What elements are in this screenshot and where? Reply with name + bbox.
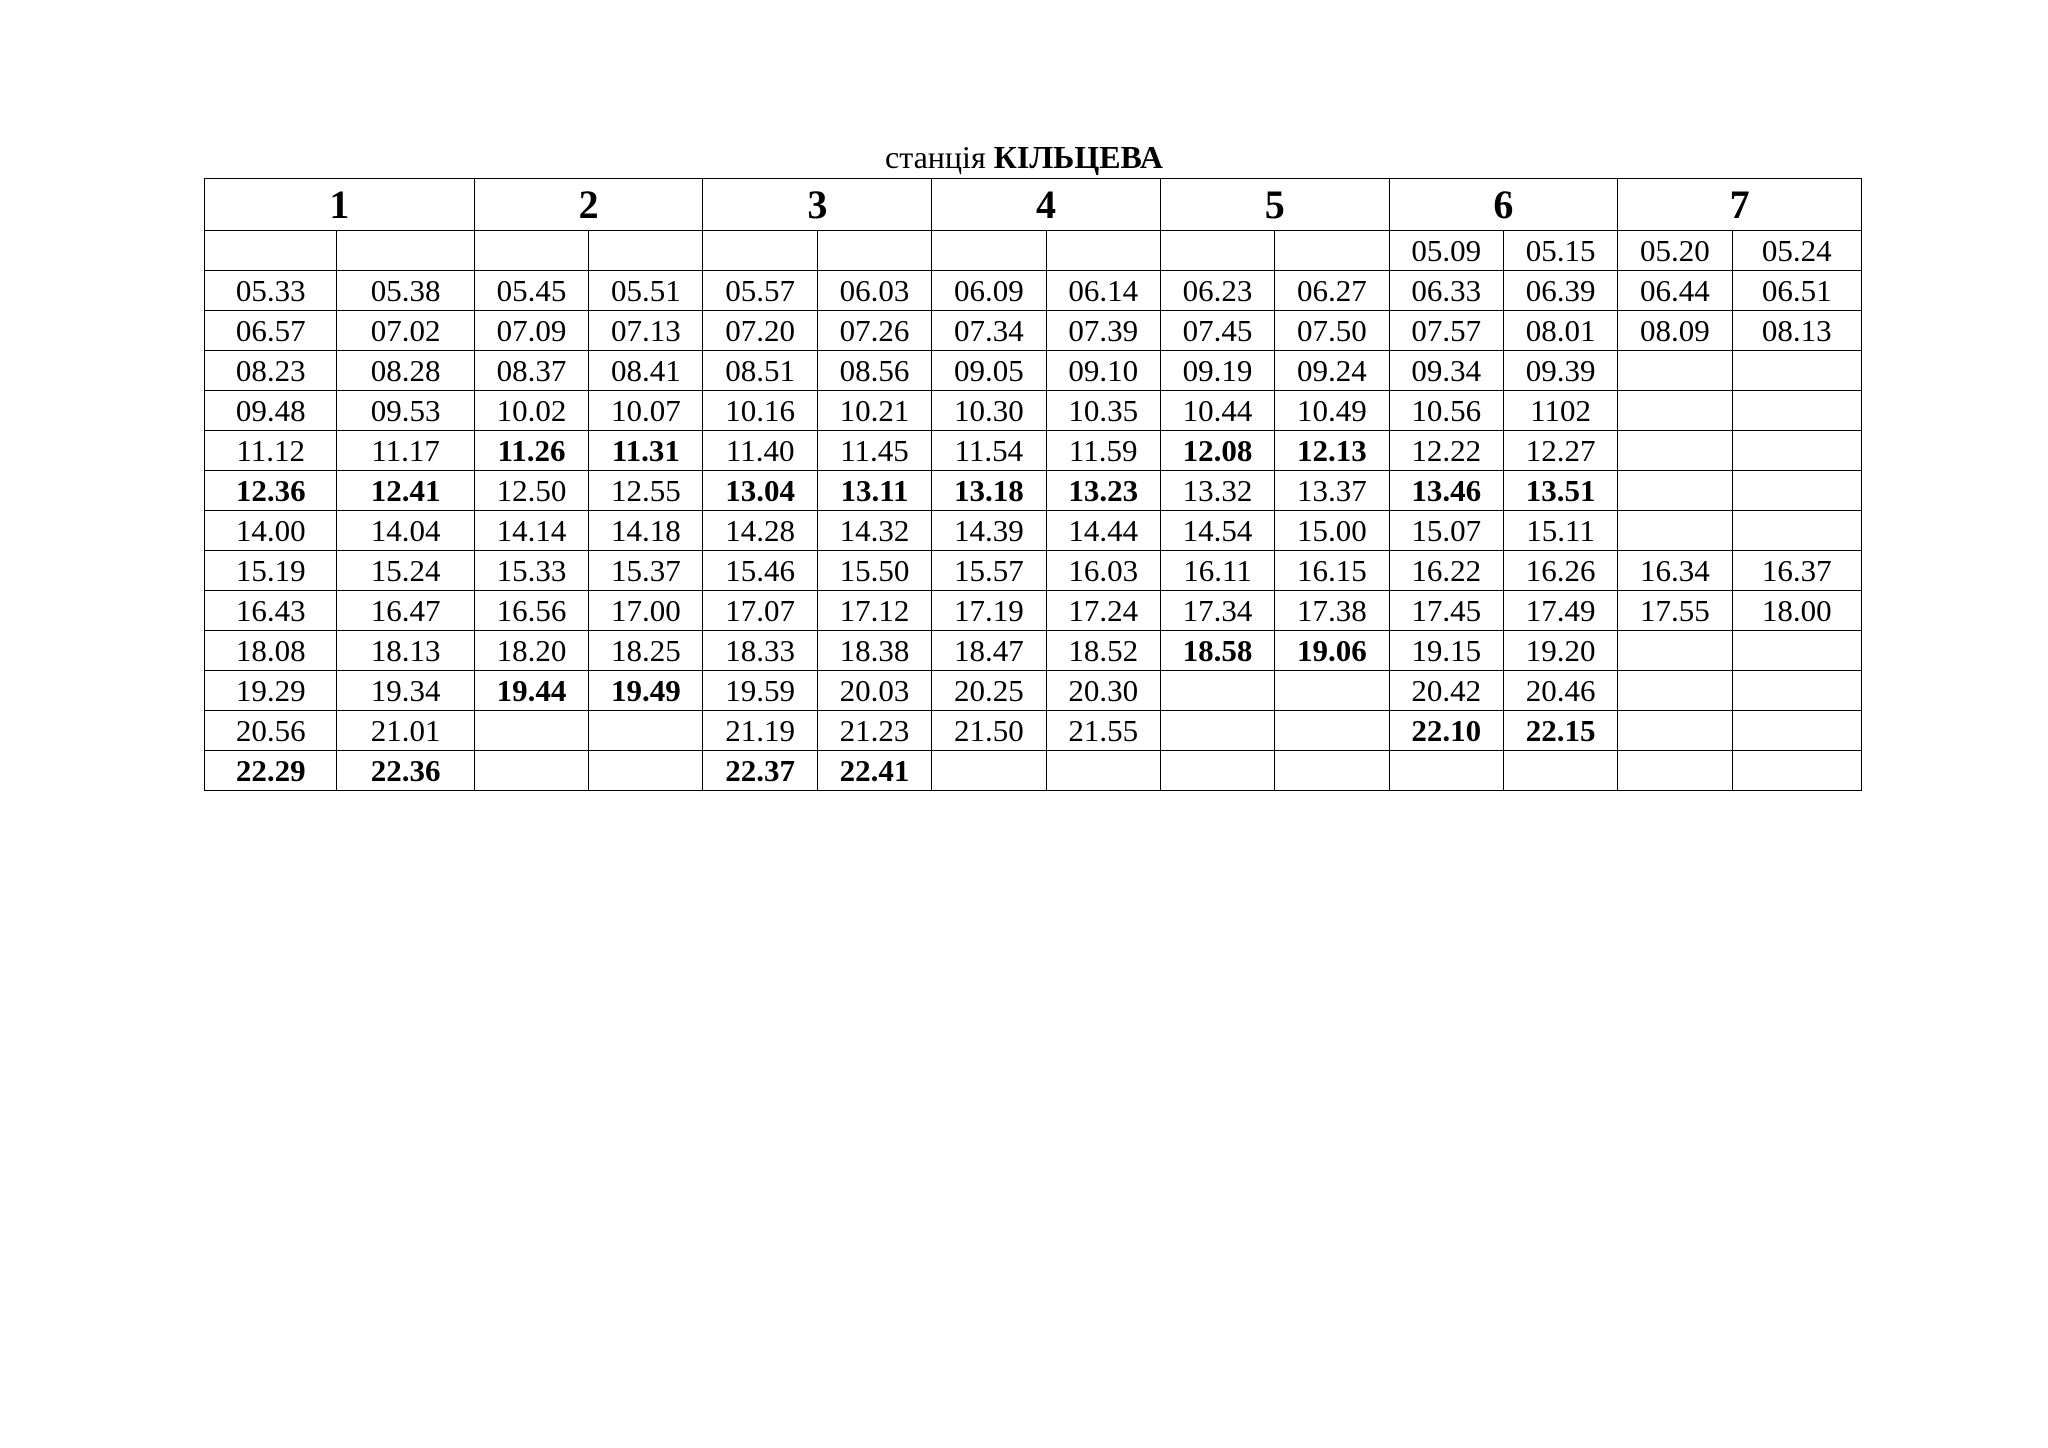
time-cell: 13.37 <box>1275 471 1389 511</box>
time-cell: 10.02 <box>474 391 588 431</box>
table-row <box>205 271 1862 311</box>
time-cell <box>1618 471 1732 511</box>
time-cell <box>205 231 337 271</box>
group-header-6: 6 <box>1389 179 1618 231</box>
group-header-3: 3 <box>703 179 932 231</box>
time-cell <box>1160 711 1274 751</box>
time-cell <box>1275 671 1389 711</box>
table-row <box>205 751 1862 791</box>
time-cell <box>1732 511 1861 551</box>
time-cell: 11.26 <box>474 431 588 471</box>
time-cell: 18.33 <box>703 631 817 671</box>
time-cell: 17.19 <box>932 591 1046 631</box>
title-prefix: станція <box>885 139 986 175</box>
time-cell: 18.52 <box>1046 631 1160 671</box>
time-cell: 09.10 <box>1046 351 1160 391</box>
time-cell: 08.13 <box>1732 311 1861 351</box>
time-cell <box>1618 511 1732 551</box>
time-cell <box>1732 471 1861 511</box>
time-cell: 08.56 <box>817 351 931 391</box>
time-cell: 15.19 <box>205 551 337 591</box>
table-row <box>205 631 1862 671</box>
time-cell: 06.14 <box>1046 271 1160 311</box>
time-cell: 16.15 <box>1275 551 1389 591</box>
time-cell: 12.27 <box>1503 431 1617 471</box>
time-cell: 16.03 <box>1046 551 1160 591</box>
time-cell: 22.37 <box>703 751 817 791</box>
time-cell: 15.33 <box>474 551 588 591</box>
time-cell: 16.34 <box>1618 551 1732 591</box>
group-header-2: 2 <box>474 179 703 231</box>
time-cell: 20.03 <box>817 671 931 711</box>
time-cell: 14.00 <box>205 511 337 551</box>
time-cell: 07.02 <box>337 311 474 351</box>
time-cell <box>474 231 588 271</box>
station-name: КІЛЬЦЕВА <box>993 139 1163 175</box>
time-cell: 12.41 <box>337 471 474 511</box>
time-cell: 07.45 <box>1160 311 1274 351</box>
table-row <box>205 551 1862 591</box>
group-header-5: 5 <box>1160 179 1389 231</box>
time-cell: 22.36 <box>337 751 474 791</box>
time-cell: 19.44 <box>474 671 588 711</box>
time-cell: 13.23 <box>1046 471 1160 511</box>
time-cell <box>1618 351 1732 391</box>
time-cell: 19.34 <box>337 671 474 711</box>
time-cell: 10.21 <box>817 391 931 431</box>
time-cell: 08.28 <box>337 351 474 391</box>
time-cell <box>1618 751 1732 791</box>
time-cell: 06.23 <box>1160 271 1274 311</box>
time-cell: 06.03 <box>817 271 931 311</box>
time-cell: 16.26 <box>1503 551 1617 591</box>
time-cell <box>1618 711 1732 751</box>
time-cell: 18.08 <box>205 631 337 671</box>
time-cell: 19.06 <box>1275 631 1389 671</box>
time-cell <box>1160 231 1274 271</box>
time-cell: 07.26 <box>817 311 931 351</box>
time-cell <box>1046 751 1160 791</box>
time-cell: 13.04 <box>703 471 817 511</box>
time-cell: 21.19 <box>703 711 817 751</box>
time-cell: 09.19 <box>1160 351 1274 391</box>
table-row <box>205 471 1862 511</box>
time-cell: 13.46 <box>1389 471 1503 511</box>
time-cell <box>337 231 474 271</box>
time-cell: 22.15 <box>1503 711 1617 751</box>
time-cell: 16.22 <box>1389 551 1503 591</box>
table-row <box>205 711 1862 751</box>
time-cell: 16.43 <box>205 591 337 631</box>
time-cell: 15.50 <box>817 551 931 591</box>
time-cell: 09.05 <box>932 351 1046 391</box>
time-cell: 09.39 <box>1503 351 1617 391</box>
time-cell: 10.35 <box>1046 391 1160 431</box>
time-cell <box>1389 751 1503 791</box>
time-cell: 08.51 <box>703 351 817 391</box>
time-cell: 05.33 <box>205 271 337 311</box>
time-cell: 22.41 <box>817 751 931 791</box>
time-cell <box>817 231 931 271</box>
table-row <box>205 351 1862 391</box>
group-header-1: 1 <box>205 179 475 231</box>
group-header-row <box>205 179 1862 231</box>
time-cell: 11.59 <box>1046 431 1160 471</box>
time-cell: 15.37 <box>589 551 703 591</box>
table-row <box>205 391 1862 431</box>
time-cell: 16.47 <box>337 591 474 631</box>
time-cell: 07.57 <box>1389 311 1503 351</box>
time-cell: 15.11 <box>1503 511 1617 551</box>
time-cell: 15.57 <box>932 551 1046 591</box>
time-cell: 18.38 <box>817 631 931 671</box>
time-cell: 16.11 <box>1160 551 1274 591</box>
time-cell <box>1618 631 1732 671</box>
time-cell: 18.47 <box>932 631 1046 671</box>
time-cell: 11.45 <box>817 431 931 471</box>
time-cell: 06.51 <box>1732 271 1861 311</box>
schedule-body <box>205 231 1862 791</box>
time-cell: 05.38 <box>337 271 474 311</box>
time-cell <box>1732 711 1861 751</box>
time-cell: 19.59 <box>703 671 817 711</box>
time-cell: 21.23 <box>817 711 931 751</box>
time-cell: 11.31 <box>589 431 703 471</box>
time-cell: 22.29 <box>205 751 337 791</box>
time-cell: 14.44 <box>1046 511 1160 551</box>
time-cell: 16.37 <box>1732 551 1861 591</box>
time-cell: 12.55 <box>589 471 703 511</box>
time-cell: 11.17 <box>337 431 474 471</box>
time-cell: 11.54 <box>932 431 1046 471</box>
time-cell: 17.07 <box>703 591 817 631</box>
time-cell: 08.41 <box>589 351 703 391</box>
time-cell: 08.37 <box>474 351 588 391</box>
time-cell: 07.13 <box>589 311 703 351</box>
time-cell: 09.48 <box>205 391 337 431</box>
time-cell: 18.25 <box>589 631 703 671</box>
time-cell: 09.53 <box>337 391 474 431</box>
time-cell: 17.55 <box>1618 591 1732 631</box>
time-cell: 12.08 <box>1160 431 1274 471</box>
time-cell: 05.51 <box>589 271 703 311</box>
time-cell: 06.27 <box>1275 271 1389 311</box>
time-cell: 08.23 <box>205 351 337 391</box>
time-cell: 17.49 <box>1503 591 1617 631</box>
schedule-table <box>204 178 1862 791</box>
time-cell: 12.22 <box>1389 431 1503 471</box>
time-cell: 15.07 <box>1389 511 1503 551</box>
time-cell: 06.09 <box>932 271 1046 311</box>
time-cell <box>1618 671 1732 711</box>
time-cell: 17.38 <box>1275 591 1389 631</box>
time-cell: 13.32 <box>1160 471 1274 511</box>
time-cell: 10.16 <box>703 391 817 431</box>
time-cell: 19.15 <box>1389 631 1503 671</box>
time-cell: 20.56 <box>205 711 337 751</box>
time-cell <box>1732 671 1861 711</box>
time-cell <box>932 751 1046 791</box>
time-cell: 10.56 <box>1389 391 1503 431</box>
time-cell: 06.39 <box>1503 271 1617 311</box>
time-cell: 08.09 <box>1618 311 1732 351</box>
time-cell: 21.55 <box>1046 711 1160 751</box>
time-cell <box>1732 351 1861 391</box>
time-cell <box>932 231 1046 271</box>
group-header-4: 4 <box>932 179 1161 231</box>
time-cell <box>589 711 703 751</box>
group-header-7: 7 <box>1618 179 1862 231</box>
time-cell: 22.10 <box>1389 711 1503 751</box>
time-cell: 13.51 <box>1503 471 1617 511</box>
time-cell: 12.36 <box>205 471 337 511</box>
time-cell: 16.56 <box>474 591 588 631</box>
time-cell: 11.40 <box>703 431 817 471</box>
time-cell <box>1732 631 1861 671</box>
time-cell <box>1275 751 1389 791</box>
time-cell: 05.24 <box>1732 231 1861 271</box>
time-cell: 20.25 <box>932 671 1046 711</box>
schedule-header <box>205 179 1862 231</box>
time-cell: 14.04 <box>337 511 474 551</box>
time-cell: 18.00 <box>1732 591 1861 631</box>
time-cell: 17.24 <box>1046 591 1160 631</box>
time-cell: 15.00 <box>1275 511 1389 551</box>
time-cell: 17.34 <box>1160 591 1274 631</box>
time-cell <box>1618 431 1732 471</box>
time-cell: 12.50 <box>474 471 588 511</box>
time-cell <box>1732 751 1861 791</box>
time-cell: 14.54 <box>1160 511 1274 551</box>
time-cell: 07.39 <box>1046 311 1160 351</box>
time-cell: 19.49 <box>589 671 703 711</box>
time-cell: 10.07 <box>589 391 703 431</box>
table-row <box>205 511 1862 551</box>
time-cell <box>474 751 588 791</box>
time-cell: 14.18 <box>589 511 703 551</box>
page-title <box>0 137 2048 177</box>
time-cell: 20.46 <box>1503 671 1617 711</box>
time-cell <box>589 231 703 271</box>
table-row <box>205 431 1862 471</box>
time-cell: 05.15 <box>1503 231 1617 271</box>
time-cell: 10.44 <box>1160 391 1274 431</box>
time-cell <box>1732 391 1861 431</box>
time-cell <box>703 231 817 271</box>
time-cell: 08.01 <box>1503 311 1617 351</box>
time-cell <box>1160 751 1274 791</box>
time-cell: 19.29 <box>205 671 337 711</box>
time-cell: 14.39 <box>932 511 1046 551</box>
time-cell <box>474 711 588 751</box>
time-cell: 15.46 <box>703 551 817 591</box>
time-cell: 11.12 <box>205 431 337 471</box>
time-cell: 09.24 <box>1275 351 1389 391</box>
time-cell: 18.20 <box>474 631 588 671</box>
time-cell: 20.30 <box>1046 671 1160 711</box>
time-cell: 07.50 <box>1275 311 1389 351</box>
time-cell <box>1275 711 1389 751</box>
table-row <box>205 231 1862 271</box>
time-cell: 17.00 <box>589 591 703 631</box>
time-cell: 17.12 <box>817 591 931 631</box>
time-cell: 1102 <box>1503 391 1617 431</box>
time-cell: 14.14 <box>474 511 588 551</box>
time-cell: 07.09 <box>474 311 588 351</box>
time-cell: 13.18 <box>932 471 1046 511</box>
time-cell: 05.09 <box>1389 231 1503 271</box>
time-cell: 19.20 <box>1503 631 1617 671</box>
table-row <box>205 591 1862 631</box>
time-cell: 21.50 <box>932 711 1046 751</box>
time-cell: 12.13 <box>1275 431 1389 471</box>
time-cell: 15.24 <box>337 551 474 591</box>
time-cell: 05.57 <box>703 271 817 311</box>
table-row <box>205 671 1862 711</box>
time-cell: 14.28 <box>703 511 817 551</box>
time-cell <box>1618 391 1732 431</box>
time-cell: 21.01 <box>337 711 474 751</box>
time-cell: 06.33 <box>1389 271 1503 311</box>
time-cell: 05.45 <box>474 271 588 311</box>
time-cell: 14.32 <box>817 511 931 551</box>
time-cell <box>1732 431 1861 471</box>
time-cell: 10.49 <box>1275 391 1389 431</box>
time-cell: 07.34 <box>932 311 1046 351</box>
time-cell: 06.44 <box>1618 271 1732 311</box>
time-cell <box>589 751 703 791</box>
time-cell: 17.45 <box>1389 591 1503 631</box>
time-cell: 05.20 <box>1618 231 1732 271</box>
time-cell: 07.20 <box>703 311 817 351</box>
time-cell <box>1046 231 1160 271</box>
time-cell <box>1160 671 1274 711</box>
time-cell: 10.30 <box>932 391 1046 431</box>
table-row <box>205 311 1862 351</box>
time-cell: 09.34 <box>1389 351 1503 391</box>
time-cell: 18.13 <box>337 631 474 671</box>
time-cell <box>1503 751 1617 791</box>
time-cell <box>1275 231 1389 271</box>
time-cell: 06.57 <box>205 311 337 351</box>
time-cell: 20.42 <box>1389 671 1503 711</box>
time-cell: 18.58 <box>1160 631 1274 671</box>
time-cell: 13.11 <box>817 471 931 511</box>
